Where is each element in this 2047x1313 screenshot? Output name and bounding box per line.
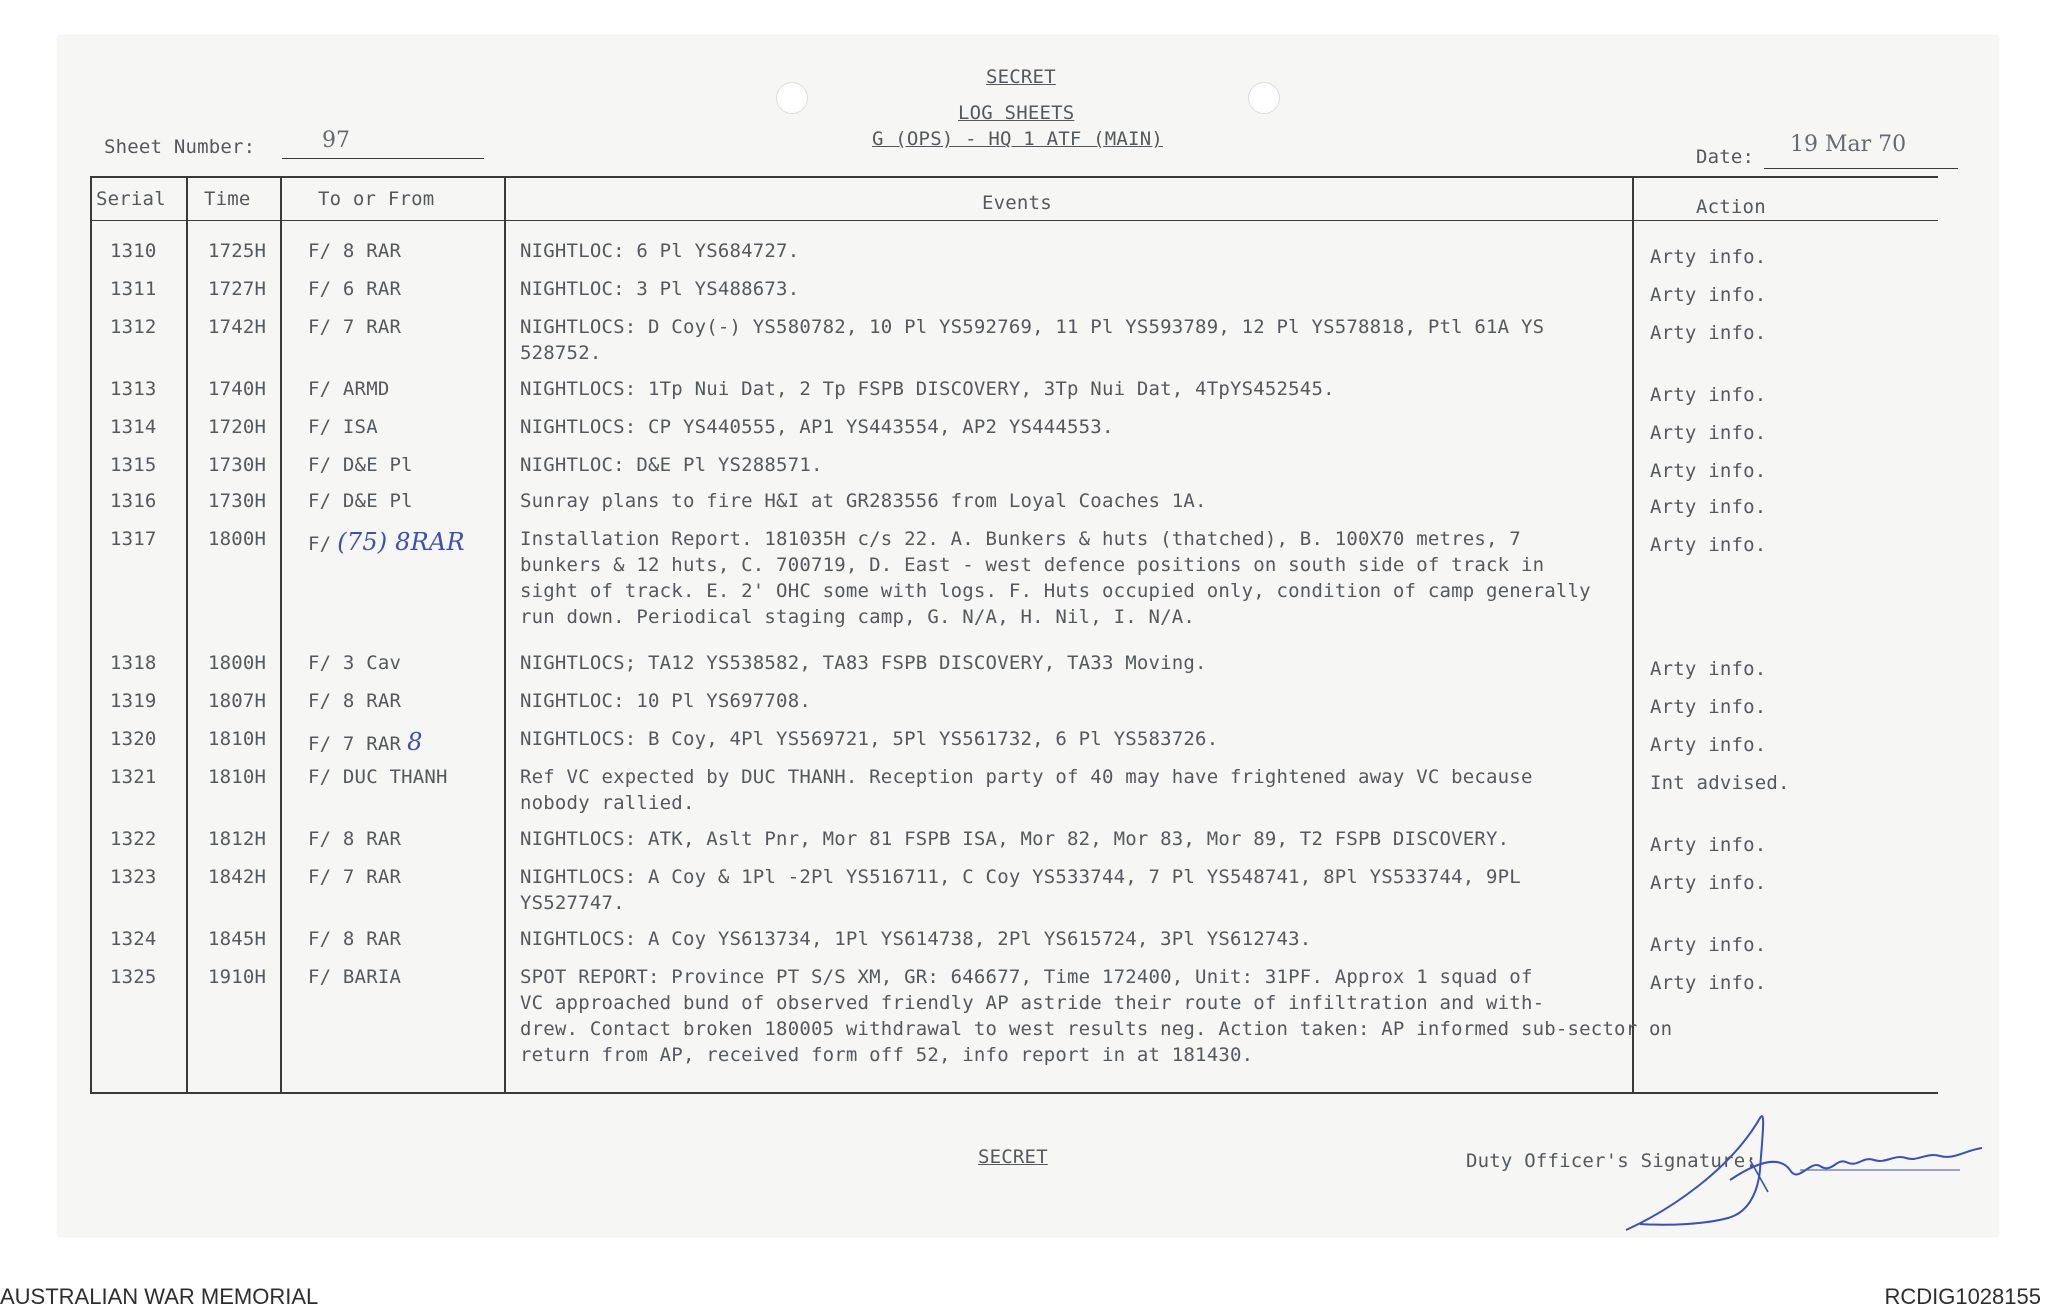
row-handwritten-annotation: 8 [407, 728, 423, 756]
row-to-or-from: F/ ISA [308, 416, 378, 438]
row-event-line: bunkers & 12 huts, C. 700719, D. East - west defence positions on south side of track in [520, 554, 1545, 576]
row-event-line: Ref VC expected by DUC THANH. Reception party of 40 may have frightened away VC because [520, 766, 1533, 788]
row-event-line: NIGHTLOCS: A Coy & 1Pl -2Pl YS516711, C Coy YS533744, 7 Pl YS548741, 8Pl YS533744, 9PL [520, 866, 1521, 888]
row-to-or-from: F/ 6 RAR [308, 278, 402, 300]
row-serial: 1320 [110, 728, 157, 750]
row-action: Arty info. [1650, 972, 1767, 994]
col-header-serial: Serial [96, 188, 166, 210]
row-to-or-from: F/ 3 Cav [308, 652, 402, 674]
row-serial: 1310 [110, 240, 157, 262]
row-action: Arty info. [1650, 496, 1767, 518]
row-event-line: YS527747. [520, 892, 625, 914]
col-rule-3 [504, 176, 506, 1094]
row-to-or-from: F/ D&E Pl [308, 454, 413, 476]
row-serial: 1316 [110, 490, 157, 512]
row-event-line: NIGHTLOC: D&E Pl YS288571. [520, 454, 823, 476]
row-action: Arty info. [1650, 384, 1767, 406]
row-action: Arty info. [1650, 834, 1767, 856]
row-event-line: Sunray plans to fire H&I at GR283556 from Loyal Coaches 1A. [520, 490, 1207, 512]
col-rule-0 [90, 176, 92, 1094]
row-action: Arty info. [1650, 246, 1767, 268]
classification-top: SECRET [986, 66, 1056, 88]
row-to-or-from: F/ 7 RAR 8 [308, 728, 423, 756]
row-serial: 1319 [110, 690, 157, 712]
row-time: 1742H [208, 316, 267, 338]
row-event-line: NIGHTLOCS: D Coy(-) YS580782, 10 Pl YS592769, 11 Pl YS593789, 12 Pl YS578818, Ptl 61A YS [520, 316, 1545, 338]
row-action: Arty info. [1650, 284, 1767, 306]
row-to-or-from: F/ 8 RAR [308, 928, 402, 950]
row-serial: 1315 [110, 454, 157, 476]
row-action: Arty info. [1650, 534, 1767, 556]
unit-title: G (OPS) - HQ 1 ATF (MAIN) [872, 128, 1163, 150]
row-event-line: NIGHTLOC: 3 Pl YS488673. [520, 278, 800, 300]
row-serial: 1314 [110, 416, 157, 438]
row-action: Arty info. [1650, 734, 1767, 756]
row-time: 1812H [208, 828, 267, 850]
row-time: 1845H [208, 928, 267, 950]
row-handwritten-annotation: (75) 8RAR [337, 528, 465, 556]
table-top-rule [90, 176, 1938, 178]
row-to-or-from: F/ 8 RAR [308, 240, 402, 262]
sheet-title: LOG SHEETS [958, 102, 1075, 124]
row-action: Arty info. [1650, 422, 1767, 444]
row-time: 1720H [208, 416, 267, 438]
row-time: 1740H [208, 378, 267, 400]
col-header-events: Events [982, 192, 1052, 214]
row-action: Arty info. [1650, 460, 1767, 482]
row-action: Arty info. [1650, 658, 1767, 680]
date-label: Date: [1696, 146, 1755, 168]
col-header-time: Time [204, 188, 251, 210]
row-time: 1807H [208, 690, 267, 712]
col-header-action: Action [1696, 196, 1766, 218]
row-serial: 1312 [110, 316, 157, 338]
row-event-line: NIGHTLOCS: CP YS440555, AP1 YS443554, AP2 YS444553. [520, 416, 1114, 438]
row-to-or-from: F/ 7 RAR [308, 316, 402, 338]
row-to-or-from: F/ D&E Pl [308, 490, 413, 512]
classification-bottom: SECRET [978, 1146, 1048, 1168]
row-time: 1725H [208, 240, 267, 262]
sheet-number-value: 97 [322, 128, 350, 153]
row-event-line: NIGHTLOCS: 1Tp Nui Dat, 2 Tp FSPB DISCOVERY, 3Tp Nui Dat, 4TpYS452545. [520, 378, 1335, 400]
row-event-line: SPOT REPORT: Province PT S/S XM, GR: 646677, Time 172400, Unit: 31PF. Approx 1 squad of [520, 966, 1533, 988]
sheet-number-label: Sheet Number: [104, 136, 256, 158]
row-event-line: NIGHTLOCS: A Coy YS613734, 1Pl YS614738, 2Pl YS615724, 3Pl YS612743. [520, 928, 1312, 950]
row-time: 1842H [208, 866, 267, 888]
row-time: 1810H [208, 766, 267, 788]
row-time: 1800H [208, 528, 267, 550]
row-serial: 1325 [110, 966, 157, 988]
row-event-line: NIGHTLOCS; TA12 YS538582, TA83 FSPB DISCOVERY, TA33 Moving. [520, 652, 1207, 674]
footer-record-id: RCDIG1028155 [1884, 1284, 2041, 1309]
col-rule-4 [1632, 176, 1634, 1094]
signature-label: Duty Officer's Signature: [1466, 1150, 1757, 1172]
row-time: 1727H [208, 278, 267, 300]
row-serial: 1318 [110, 652, 157, 674]
row-event-line: nobody rallied. [520, 792, 695, 814]
row-event-line: NIGHTLOCS: B Coy, 4Pl YS569721, 5Pl YS561732, 6 Pl YS583726. [520, 728, 1219, 750]
row-action: Arty info. [1650, 872, 1767, 894]
col-header-to-or-from: To or From [318, 188, 435, 210]
row-serial: 1311 [110, 278, 157, 300]
row-serial: 1323 [110, 866, 157, 888]
row-time: 1730H [208, 490, 267, 512]
row-time: 1910H [208, 966, 267, 988]
row-event-line: return from AP, received form off 52, info report in at 181430. [520, 1044, 1254, 1066]
signature-graphic [1610, 1100, 1990, 1240]
row-event-line: VC approached bund of observed friendly AP astride their route of infiltration and with- [520, 992, 1545, 1014]
row-event-line: drew. Contact broken 180005 withdrawal to west results neg. Action taken: AP informed sub-sector on [520, 1018, 1673, 1040]
row-time: 1810H [208, 728, 267, 750]
punch-hole-left [776, 82, 808, 114]
row-to-or-from: F/ (75) 8RAR [308, 528, 465, 556]
row-to-or-from: F/ BARIA [308, 966, 402, 988]
row-action: Arty info. [1650, 322, 1767, 344]
row-to-or-from: F/ 7 RAR [308, 866, 402, 888]
row-action: Arty info. [1650, 696, 1767, 718]
row-event-line: 528752. [520, 342, 602, 364]
row-serial: 1324 [110, 928, 157, 950]
row-serial: 1313 [110, 378, 157, 400]
row-action: Int advised. [1650, 772, 1790, 794]
row-event-line: NIGHTLOC: 10 Pl YS697708. [520, 690, 811, 712]
row-time: 1800H [208, 652, 267, 674]
col-rule-1 [186, 176, 188, 1094]
footer-archive-name: AUSTRALIAN WAR MEMORIAL [0, 1284, 319, 1309]
row-event-line: NIGHTLOCS: ATK, Aslt Pnr, Mor 81 FSPB ISA, Mor 82, Mor 83, Mor 89, T2 FSPB DISCOVERY. [520, 828, 1510, 850]
row-to-or-from: F/ ARMD [308, 378, 390, 400]
punch-hole-right [1248, 82, 1280, 114]
row-event-line: NIGHTLOC: 6 Pl YS684727. [520, 240, 800, 262]
row-to-or-from: F/ 8 RAR [308, 828, 402, 850]
col-rule-2 [280, 176, 282, 1094]
row-action: Arty info. [1650, 934, 1767, 956]
date-value: 19 Mar 70 [1790, 132, 1907, 157]
row-event-line: sight of track. E. 2' OHC some with logs. F. Huts occupied only, condition of camp generally [520, 580, 1591, 602]
row-to-or-from: F/ DUC THANH [308, 766, 448, 788]
table-header-rule [90, 220, 1938, 221]
table-bottom-rule [90, 1092, 1938, 1094]
row-event-line: Installation Report. 181035H c/s 22. A. Bunkers & huts (thatched), B. 100X70 metres, 7 [520, 528, 1521, 550]
sheet-number-underline [282, 158, 484, 159]
row-serial: 1317 [110, 528, 157, 550]
row-to-or-from: F/ 8 RAR [308, 690, 402, 712]
row-serial: 1321 [110, 766, 157, 788]
row-serial: 1322 [110, 828, 157, 850]
row-event-line: run down. Periodical staging camp, G. N/A, H. Nil, I. N/A. [520, 606, 1196, 628]
date-underline [1764, 168, 1958, 169]
row-time: 1730H [208, 454, 267, 476]
